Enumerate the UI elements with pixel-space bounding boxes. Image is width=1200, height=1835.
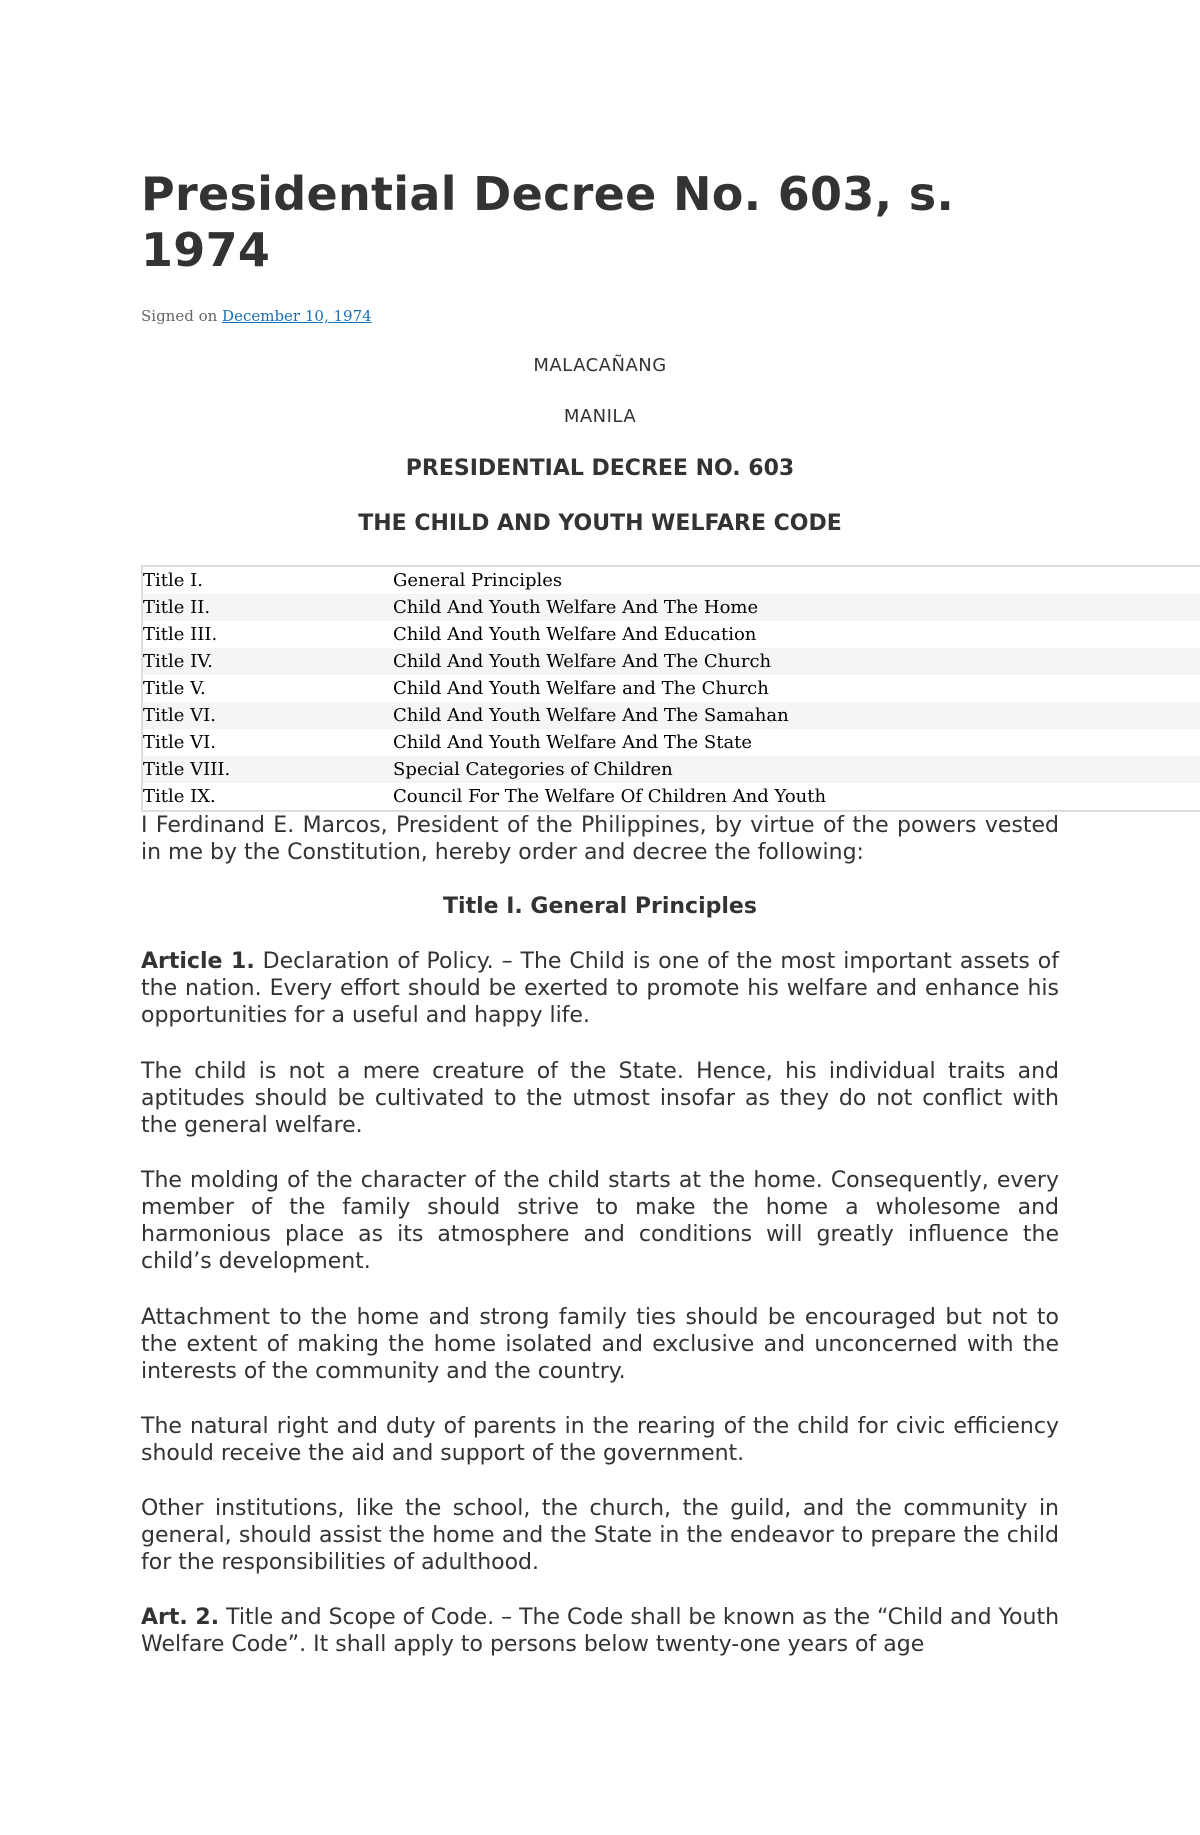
signed-date-link[interactable]: December 10, 1974 [222,307,372,325]
article-label: Article 1. [141,949,255,974]
paragraph: Attachment to the home and strong family ties should be encouraged but not to the extent of making the home isolated and exclusive and unconcerned with the interests of the community and the country. [141,1305,1059,1384]
title-number: Title VI. [143,732,216,753]
signed-line [141,306,372,326]
office-name: MALACAÑANG [533,355,667,376]
paragraph: The child is not a mere creature of the State. Hence, his individual traits and aptitudes should be cultivated to the utmost insofar as they do not conflict with the general welfare. [141,1059,1059,1138]
article-1-paragraph [141,948,1059,1029]
title-number: Title II. [143,597,211,618]
signed-prefix: Signed on [141,307,223,325]
title-number: Title VIII. [143,759,231,780]
table-row [142,729,1200,756]
article-2-paragraph [141,1604,1059,1658]
title-number: Title V. [143,678,206,699]
title-number: Title IV. [143,651,213,672]
titles-table [141,565,1200,812]
article-text: Title and Scope of Code. – The Code shall be known as the “Child and Youth Welfare Code”. It shall apply to persons below twenty-one years of age [141,1605,1060,1657]
table-row [142,594,1200,621]
title-number: Title III. [143,624,218,645]
table-row [142,648,1200,675]
title-name: Child And Youth Welfare And The Home [393,597,759,618]
section-heading: Title I. General Principles [443,894,757,919]
table-row [142,756,1200,783]
article-label: Art. 2. [141,1605,220,1630]
table-row [142,702,1200,729]
title-number: Title I. [143,570,203,591]
table-row [142,783,1200,811]
title-name: Child And Youth Welfare And The Church [393,651,772,672]
title-name: General Principles [393,570,563,591]
title-name: Child And Youth Welfare And Education [393,624,757,645]
title-number: Title VI. [143,705,216,726]
decree-heading: PRESIDENTIAL DECREE NO. 603 [405,456,795,481]
table-row [142,621,1200,648]
paragraph: The molding of the character of the child starts at the home. Consequently, every member of the family should strive to make the home a wholesome and harmonious place as its atmosphere and conditions will greatly influence the child’s development. [141,1168,1059,1274]
title-name: Special Categories of Children [393,759,673,780]
table-row [142,566,1200,594]
paragraph: The natural right and duty of parents in the rearing of the child for civic efficiency should receive the aid and support of the government. [141,1414,1059,1466]
title-name: Child And Youth Welfare and The Church [393,678,769,699]
article-text: Declaration of Policy. – The Child is one of the most important assets of the nation. Every effort should be exerted to promote his welfare and enhance his opportunities for a useful and happy life. [141,949,1060,1028]
paragraph: Other institutions, like the school, the church, the guild, and the community in general, should assist the home and the State in the endeavor to prepare the child for the responsibilities of adulthood. [141,1496,1059,1575]
page-title: Presidential Decree No. 603, s. 1974 [141,167,955,277]
title-name: Child And Youth Welfare And The Samahan [393,705,789,726]
code-heading: THE CHILD AND YOUTH WELFARE CODE [358,511,842,536]
intro-paragraph: I Ferdinand E. Marcos, President of the Philippines, by virtue of the powers vested in me by the Constitution, hereby order and decree the following: [141,813,1059,865]
city-name: MANILA [563,406,637,427]
table-row [142,675,1200,702]
title-number: Title IX. [143,786,216,807]
title-name: Child And Youth Welfare And The State [393,732,753,753]
title-name: Council For The Welfare Of Children And Youth [393,786,827,807]
